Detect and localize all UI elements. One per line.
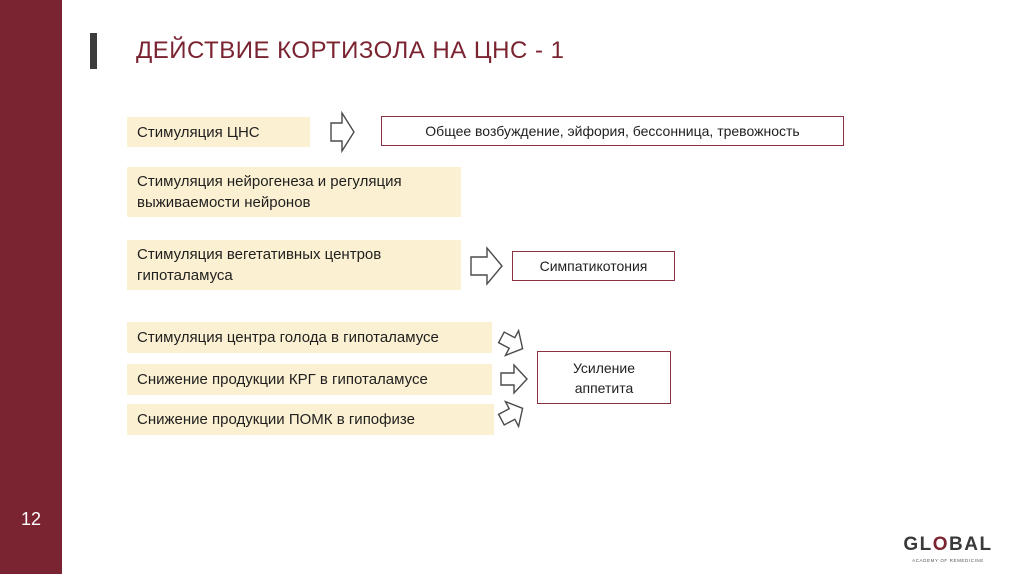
- logo-tagline: ACADEMY OF REMEDICINE: [912, 558, 984, 563]
- global-logo: [900, 534, 996, 568]
- cause-box-crh-reduction: [127, 364, 492, 395]
- slide-title: ДЕЙСТВИЕ КОРТИЗОЛА НА ЦНС - 1: [136, 37, 565, 64]
- cause-box-pomc-reduction: [127, 404, 494, 435]
- effect-label: Общее возбуждение, эйфория, бессонница, тревожность: [425, 123, 800, 139]
- arrow-right-icon: [499, 362, 529, 396]
- effect-label: Усиление аппетита: [572, 359, 636, 396]
- slide-number: 12: [20, 509, 42, 529]
- sidebar: [0, 0, 62, 574]
- cause-label: Стимуляция центра голода в гипоталамусе: [137, 329, 439, 346]
- effect-box-sympathicotonia: [512, 251, 675, 281]
- arrow-right-icon: [470, 246, 504, 286]
- logo-wordmark: GLOBAL: [903, 534, 993, 555]
- cause-label: Стимуляция вегетативных центров гипоталамуса: [137, 246, 382, 284]
- cause-box-neurogenesis: [127, 167, 461, 217]
- effect-label: Симпатикотония: [539, 258, 648, 274]
- cause-box-cns-stimulation: [127, 117, 310, 147]
- cause-label: Снижение продукции КРГ в гипоталамусе: [137, 371, 428, 388]
- effect-box-appetite: [537, 351, 671, 404]
- arrow-diagonal-down-icon: [497, 326, 527, 360]
- cause-box-hunger-center: [127, 322, 492, 353]
- effect-box-excitation: [381, 116, 844, 146]
- arrow-right-icon: [330, 111, 356, 153]
- cause-box-vegetative-centers: [127, 240, 461, 290]
- cause-label: Стимуляция ЦНС: [137, 123, 260, 141]
- arrow-diagonal-up-icon: [497, 397, 527, 431]
- title-accent-bar: [90, 33, 97, 69]
- cause-label: Стимуляция нейрогенеза и регуляция выживаемости нейронов: [137, 173, 402, 211]
- cause-label: Снижение продукции ПОМК в гипофизе: [137, 411, 415, 428]
